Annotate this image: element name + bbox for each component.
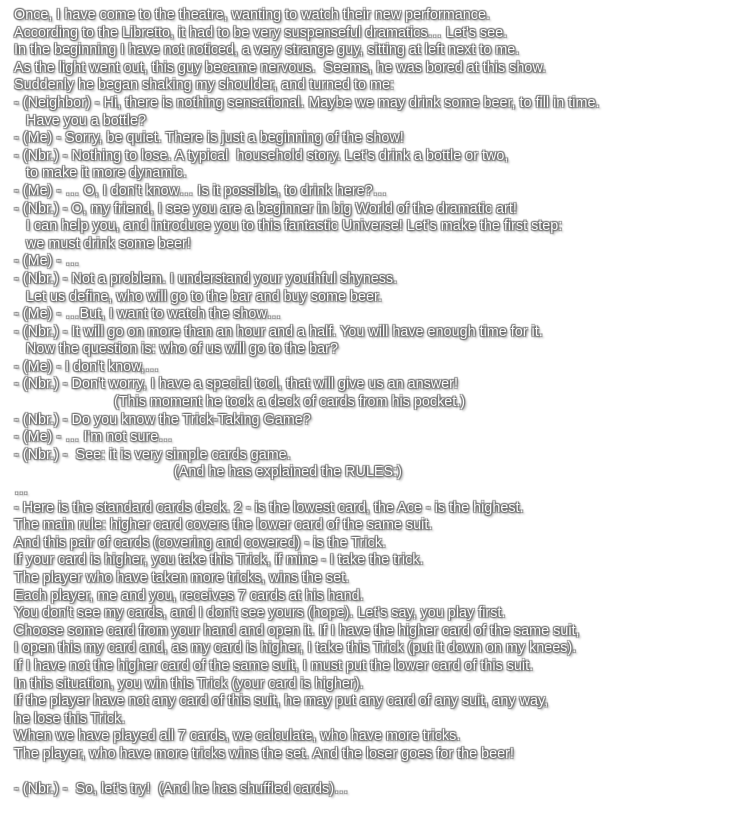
- dialogue-line: Let us define, who will go to the bar and buy some beer.: [14, 288, 382, 305]
- blank-line: [14, 764, 744, 782]
- dialogue-line: to make it more dynamic.: [14, 165, 187, 182]
- story-document: [14, 7, 744, 799]
- rules-line: The main rule: higher card covers the lower card of the same suit.: [14, 517, 433, 534]
- dialogue-line: - (Nbr.) - Nothing to lose. A typical household story. Let's drink a bottle or two,: [14, 147, 509, 164]
- rules-line: I open this my card and, as my card is higher, I take this Trick (put it down on my knees).: [14, 640, 577, 657]
- dialogue-line: - (Me) - … O, I don't know… Is it possible, to drink here?…: [14, 182, 388, 199]
- dialogue-line: we must drink some beer!: [14, 235, 191, 252]
- dialogue-line: Have you a bottle?: [14, 112, 146, 129]
- rules-line: Choose some card from your hand and open it. If I have the higher card of the same suit,: [14, 622, 580, 639]
- dialogue-line: - (Nbr.) - See: it is very simple cards game.: [14, 446, 291, 463]
- dialogue-line: - (Neighbor) - Hi, there is nothing sensational. Maybe we may drink some beer, to fill in time.: [14, 94, 600, 111]
- dialogue-line: - (Me) - Sorry, be quiet. There is just a beginning of the show!: [14, 130, 404, 147]
- dialogue-line: - (Me) - … I'm not sure…: [14, 429, 173, 446]
- rules-line: The player who have taken more tricks, wins the set.: [14, 570, 350, 586]
- dialogue-line: - (Nbr.) - Don't worry, I have a special tool, that will give us an answer!: [14, 376, 458, 393]
- dialogue-line: I can help you, and introduce you to this fantastic Universe! Let's make the first step:: [14, 218, 563, 235]
- dialogue-line: Now the question is: who of us will go to the bar?: [14, 341, 338, 358]
- stage-direction: (And he has explained the RULES:): [14, 464, 402, 481]
- dialogue-line: - (Nbr.) - O, my friend, I see you are a beginner in big World of the dramatic art!: [14, 200, 517, 217]
- rules-line: And this pair of cards (covering and covered) - is the Trick.: [14, 534, 386, 551]
- stage-direction: (This moment he took a deck of cards from his pocket.): [14, 394, 466, 411]
- rules-line: If your card is higher, you take this Trick, if mine - I take the trick.: [14, 552, 424, 569]
- story-line: According to the Libretto, it had to be very suspenseful dramatics… Let's see.: [14, 24, 508, 41]
- dialogue-line: - (Nbr.) - It will go on more than an hour and a half. You will have enough time for it.: [14, 323, 543, 340]
- dialogue-line: - (Me) - …But, I want to watch the show…: [14, 306, 282, 323]
- story-line: Once, I have come to the theatre, wanting to watch their new performance.: [14, 7, 490, 23]
- rules-line: If the player have not any card of this suit, he may put any card of any suit, any way,: [14, 693, 549, 710]
- story-line: In the beginning I have not noticed, a very strange guy, sitting at left next to me.: [14, 42, 520, 59]
- rules-line: In this situation, you win this Trick (your card is higher).: [14, 675, 364, 692]
- rules-line: Each player, me and you, receives 7 cards at his hand.: [14, 587, 364, 604]
- dialogue-line: - (Me) - …: [14, 253, 80, 270]
- ellipsis-line: …: [14, 482, 29, 499]
- dialogue-line: - (Nbr.) - Not a problem. I understand your youthful shyness.: [14, 270, 398, 287]
- rules-line: You don't see my cards, and I don't see yours (hope). Let's say, you play first.: [14, 605, 506, 622]
- story-line: Suddenly he began shaking my shoulder, and turned to me:: [14, 77, 395, 94]
- rules-line: When we have played all 7 cards, we calculate, who have more tricks.: [14, 728, 461, 745]
- closing-line: - (Nbr.) - So, let's try! (And he has shuffled cards)…: [14, 781, 349, 798]
- dialogue-line: - (Me) - I don't know,…: [14, 358, 160, 375]
- dialogue-line: - (Nbr.) - Do you know the Trick-Taking Game?: [14, 411, 311, 428]
- rules-line: The player, who have more tricks wins the set. And the loser goes for the beer!: [14, 745, 514, 762]
- rules-line: If I have not the higher card of the same suit, I must put the lower card of this suit.: [14, 657, 534, 674]
- rules-line: he lose this Trick.: [14, 710, 126, 727]
- story-line: As the light went out, this guy became nervous. Seems, he was bored at this show.: [14, 59, 546, 76]
- rules-line: - Here is the standard cards deck. 2 - is the lowest card, the Ace - is the highest.: [14, 499, 524, 516]
